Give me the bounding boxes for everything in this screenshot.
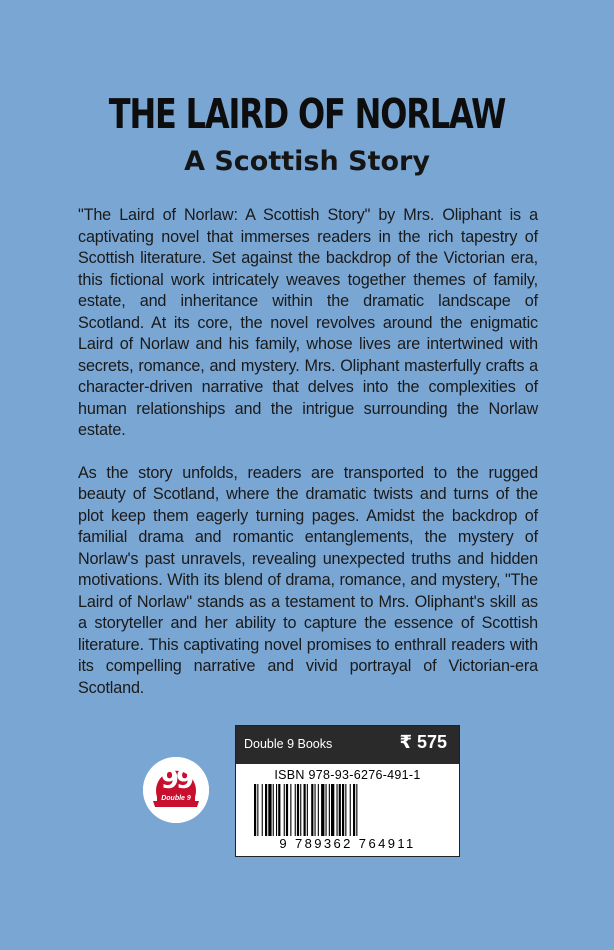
barcode-bar — [339, 784, 341, 836]
price: ₹ 575 — [399, 732, 447, 752]
barcode-bar — [331, 784, 334, 836]
barcode-header — [236, 726, 459, 764]
logo-mark: 99 — [160, 765, 192, 795]
barcode-bar — [262, 784, 263, 836]
barcode-bar — [315, 784, 316, 836]
barcode-bar — [297, 784, 299, 836]
barcode-bar — [329, 784, 330, 836]
barcode-bar — [342, 784, 344, 836]
book-subtitle: A Scottish Story — [184, 146, 430, 177]
barcode-box — [235, 725, 460, 857]
barcode-bar — [345, 784, 346, 836]
barcode-bar — [286, 784, 288, 836]
barcode-bar — [311, 784, 313, 836]
blurb-paragraph-1: "The Laird of Norlaw: A Scottish Story" by Mrs. Oliphant is a captivating novel that immerses readers in the rich tapestry of Scottish literature. Set against the backdrop of the Victorian era, this fictional work intricately weaves together themes of family, estate, and inheritance within the dramatic landscape of Scotland. At its core, the novel revolves around the enigmatic Laird of Norlaw and his family, whose lives are intertwined with secrets, romance, and mystery. Mrs. Oliphant masterfully crafts a character-driven narrative that delves into the complexities of human relationships and the intrigue surrounding the Norlaw estate. — [78, 206, 538, 439]
barcode-bar — [284, 784, 285, 836]
barcode-bar — [304, 784, 306, 836]
barcode-bar — [326, 784, 327, 836]
logo-text: Double 9 — [161, 795, 191, 802]
barcode-bar — [337, 784, 338, 836]
publisher-name: Double 9 Books — [244, 737, 333, 751]
barcode-bar — [307, 784, 308, 836]
barcode-bar — [254, 784, 256, 836]
barcode-bar — [276, 784, 277, 836]
blurb-paragraph-2: As the story unfolds, readers are transported to the rugged beauty of Scotland, where the dramatic twists and turns of the plot keep them eagerly turning pages. Amidst the backdrop of familial drama and romantic entanglements, the mystery of Norlaw's past unravels, revealing unexpected truths and hidden motivations. With its blend of drama, romance, and mystery, "The Laird of Norlaw" stands as a testament to Mrs. Oliphant's skill as a storyteller and her ability to capture the essence of Scottish literature. This captivating novel promises to enthrall readers with its compelling narrative and vivid portrayal of Victorian-era Scotland. — [78, 463, 538, 697]
barcode-bar — [278, 784, 280, 836]
isbn-label: ISBN 978-93-6276-491-1 — [274, 768, 421, 782]
barcode-bar — [300, 784, 301, 836]
barcode-bars — [254, 784, 442, 836]
barcode-bar — [290, 784, 291, 836]
book-blurb — [78, 205, 538, 720]
barcode-number: 9 789362 764911 — [279, 836, 416, 851]
barcode-bar — [268, 784, 271, 836]
book-title: THE LAIRD OF NORLAW — [108, 90, 506, 138]
barcode-bar — [295, 784, 296, 836]
barcode-bar — [273, 784, 274, 836]
barcode-bar — [353, 784, 355, 836]
barcode-bar — [265, 784, 267, 836]
barcode-bar — [356, 784, 357, 836]
barcode-bar — [321, 784, 324, 836]
publisher-logo — [143, 757, 209, 823]
barcode-bar — [350, 784, 351, 836]
barcode-bar — [318, 784, 319, 836]
barcode-bar — [257, 784, 258, 836]
